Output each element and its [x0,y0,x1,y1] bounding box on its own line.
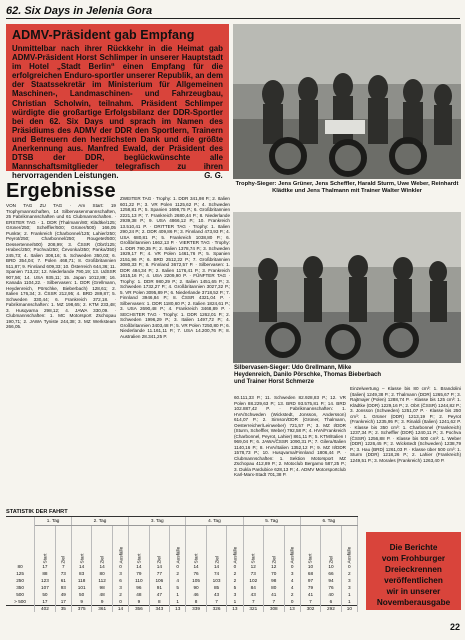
stat-sub-header-label: Ziel [60,555,66,564]
stat-cell: 101 [71,584,91,591]
stat-cell: 43 [243,591,263,598]
stat-total-row [6,605,358,612]
stat-sub-header [341,525,357,563]
stat-cell: 94 [321,577,341,584]
stat-cell: 7 [264,598,284,605]
results-column-3: 60.111,33 P.; 11. Schweden 82.928,83 P.; 12. VR Polen 88.229,63 P.; 13. BRD 93.575,81 P.; 14. BRD 102.887,42 P. · Fabrikmannschaften: 1. HVA/Schweden (Wickstedt, Jonsson, Andersson) 614,07 P.; 2. Simson/DDR (Grüner, Thalmann, Oesterreicher/Leinweber) 721,57 P.; 3. MZ I/DDR (Sturm, Scheffler, Weber) 792,58 P.; 4. HVA/Frankreich (Charbonnel, Peyrot, Lahier) 861,11 P.; 5. KTM/Italien I 969,04 P.; 6. JAWA/ČSSR 1090,31 P.; 7. Gilera/Italien 1140,16 P.; 8. HVA/Italien 1352,12 P.; 9. MZ II/DDR 1578,73 P.; 10. Husqvarna/Finnland 1806,44 P. · Clubmannschaften: 1. Sektion Motorsport MZ Zschopau 412,89 P.; 2. Motoclub Bergamo 587,25 P.; 3. Dukla Pardubice 628,13 P.; 4. ADMV Motorsportclub Karl-Marx-Stadt 701,38 P. [234,395,346,477]
frohburg-note [366,532,461,610]
stat-total-cell: 10 [341,605,357,612]
stat-sub-header-label: Ausfälle [175,546,181,564]
statistics-table [6,516,358,632]
stat-cell: 1 [170,591,186,598]
stat-cell: 0 [284,563,300,570]
stat-cell: 3 [112,570,128,577]
stat-cell: 79 [129,570,149,577]
stat-cell: 5 [227,584,243,591]
stat-cell: 77 [149,570,169,577]
stat-sub-header-label: Ausfälle [346,546,352,564]
stat-total-cell: 13 [227,605,243,612]
stat-cell: 97 [300,577,320,584]
stat-cell: 96 [129,584,149,591]
stat-cell: 43 [206,591,226,598]
stat-cell: 73 [55,570,71,577]
stat-row [6,570,358,577]
stat-total-cell: 361 [92,605,112,612]
stat-cell: 3 [227,591,243,598]
stat-cell: 14 [186,563,206,570]
stat-total-cell: 402 [35,605,55,612]
silver-vase-winners-photo [233,212,461,363]
reception-signature: G. G. [204,171,223,181]
stat-cell: 14 [129,563,149,570]
note-line: Dreieckrennen [385,565,442,574]
stat-cell: 91 [149,584,169,591]
stat-sub-header-label: Ziel [328,555,334,564]
results-heading: Ergebnisse [6,180,116,202]
stat-row [6,598,358,605]
stat-sub-header-label: Start [307,553,313,564]
stat-cell: 6 [321,598,341,605]
stat-sub-header-label: Start [79,553,85,564]
stat-cell: 14 [71,563,91,570]
stat-cell: 2 [170,570,186,577]
stat-class-label: > 500 [6,598,35,605]
stat-row [6,563,358,570]
stat-sub-header-label: Start [250,553,256,564]
stat-sub-header [284,525,300,563]
stat-cell: 7 [55,563,71,570]
stat-row [6,577,358,584]
trophy-winners-caption: Trophy-Sieger: Jens Grüner, Jens Scheffler, Harald Sturm, Uwe Weber, Reinhardt Klädtke und Jens Thalmann mit Trainer Walter Winkler [235,181,459,194]
stat-sub-header [149,525,169,563]
stat-cell: 2 [112,591,128,598]
stat-cell: 70 [264,570,284,577]
stat-cell: 14 [92,563,112,570]
stat-cell: 2 [284,591,300,598]
reception-body: Unmittelbar nach ihrer Rückkehr in die Heimat gab ADMV-Präsident Horst Schlimper in unserer Hauptstadt im Hotel „Stadt Berlin“ einen Empfang für die erfolgreichen Enduro-sportler unserer Republik, an dem der Staatssekretär im Ministerium für Allgemeinen Maschinen-, Landmaschinen- und Fahrzeugbau, Christian Scholwin, teilnahm. Präsident Schlimper würdigte die großartige Erfolgsbilanz der DDR-Sportler bei den 62. Six Days und sprach im Namen des Präsidiums des ADMV der DDR den Sportlern, Trainern und Betreuern den herzlichsten Dank und die größte Anerkennung aus. Manfred Ewald, der Präsident des DTSB der DDR, beglückwünschte alle Mannschaftsmitglieder telegrafisch zu ihren hervorragenden Leistungen. [12,44,223,181]
stat-total-cell: 35 [55,605,71,612]
stat-sub-header-label: Start [136,553,142,564]
stat-cell: 41 [264,591,284,598]
stat-cell: 17 [35,563,55,570]
stat-class-label: 250 [6,577,35,584]
stat-sub-header [129,525,149,563]
stat-cell: 0 [227,563,243,570]
stat-cell: 88 [35,570,55,577]
stat-cell: 66 [321,570,341,577]
stat-total-cell: 13 [170,605,186,612]
stat-sub-header [92,525,112,563]
stat-sub-header-label: Start [193,553,199,564]
stat-cell: 61 [55,577,71,584]
stat-cell: 1 [170,598,186,605]
stat-cell: 3 [341,584,357,591]
stat-sub-header [112,525,128,563]
stat-sub-header [71,525,91,563]
stat-sub-header-label: Ausfälle [289,546,295,564]
stat-sub-header [300,525,320,563]
reception-title: ADMV-Präsident gab Empfang [12,28,195,42]
stat-sub-header-label: Ziel [156,555,162,564]
stat-cell: 2 [227,577,243,584]
stat-cell: 90 [186,584,206,591]
stat-day-header: 5. Tag [243,517,300,525]
stat-class-label: 500 [6,591,35,598]
stat-cell: 107 [35,584,55,591]
stat-cell: 84 [243,584,263,591]
stat-cell: 50 [35,591,55,598]
stat-cell: 0 [284,598,300,605]
results-column-1: VON TAG ZU TAG · Am Start: 19 Trophymannschaften, 14 Silbervasenmannschaften, 25 Fabrikmannschaften und 61 Clubmannschaften. · ERSTER TAG · 1. DDR (Thalmann/80; Klädtke/125; Grüner/250; Scheffler/500; Grüner/500) 166,05 Punkte; 2. Frankreich (Charbonnel/125; Lahier/250; Peyrot/250; Charbonnel/250; Rougetet/500; Dessertenne/500) 208,99; 3. ČSSR (Obrt/125; Hrabec/250; Pochva/250; Čevonka/350; Panka/350) 245,73; 4. Italien 308,16; 5. Schweden 350,03; 6. BRD 354,04; 7. Polen 468,71; 8. Großbritannien 511,87; 9. Finnland 609,33; 10. Österreich 644,36; 11. Spanien 713,22; 12. Niederlande 790,19; 13. UdSSR 907,56; 14. USA 935,11; 15. Japan 1012,89; 16. Kanada 1104,22. · Silbervasen: 1. DDR (Grellmann, Heydenreich, Pörschke, Bieberbach) 128,61; 2. Italien 176,34; 3. ČSSR 212,95; 4. BRD 289,87; 5. Schweden 330,44; 6. Frankreich 372,18. · Fabrikmannschaften: 1. MZ 198,65; 2. KTM 233,48; 3. Husqvarna 298,12; 4. JAWA 330,09. · Clubmannschaften: 1. MC Motorsport Zschopau 190,71; 2. JAWA Tyniste 244,38; 3. MZ Werksteam 266,05. [6,203,116,329]
stat-cell: 48 [129,591,149,598]
stat-cell: 8 [149,598,169,605]
stat-cell: 118 [71,577,91,584]
stat-cell: 8 [186,598,206,605]
stat-cell: 3 [112,584,128,591]
page-header: 62. Six Days in Jelenia Gora [6,5,460,19]
stat-cell: 6 [112,577,128,584]
stat-cell: 0 [341,563,357,570]
stat-cell: 7 [300,598,320,605]
stat-class-header [6,525,35,563]
stat-cell: 74 [206,570,226,577]
stat-day-header: 3. Tag [129,517,186,525]
stat-sub-header [321,525,341,563]
stat-total-cell: 326 [206,605,226,612]
stat-cell: 80 [264,584,284,591]
stat-cell: 0 [112,563,128,570]
stat-sub-header [35,525,55,563]
stat-cell: 105 [186,577,206,584]
stat-cell: 3 [284,570,300,577]
stat-day-header: 1. Tag [35,517,72,525]
stat-day-header: 4. Tag [186,517,243,525]
note-line: Die Berichte [389,543,438,552]
stat-cell: 9 [92,598,112,605]
stat-cell: 79 [300,584,320,591]
stat-sub-header [227,525,243,563]
stat-cell: 103 [206,577,226,584]
stat-total-cell: 292 [321,605,341,612]
stat-corner [6,517,35,525]
stat-cell: 12 [264,563,284,570]
stat-cell: 49 [55,591,71,598]
note-line: Novemberausgabe [376,598,451,607]
stat-total-cell: 375 [71,605,91,612]
stat-sub-header-label: Ausfälle [118,546,123,564]
stat-cell: 0 [112,598,128,605]
stat-cell: 14 [149,563,169,570]
stat-cell: 1 [341,598,357,605]
stat-day-header: 2. Tag [71,517,128,525]
stat-cell: 1 [341,591,357,598]
stat-cell: 7 [206,598,226,605]
stat-cell: 83 [71,570,91,577]
statistics-grid [6,517,358,612]
stat-sub-header-label: Ziel [214,555,220,564]
stat-sub-header-label: Ziel [271,555,277,564]
note-line: wir in unserer [386,587,441,596]
stat-total-cell: 13 [284,605,300,612]
stat-total-label [6,605,35,612]
note-line: veröffentlichen [384,576,443,585]
stat-class-label: 80 [6,563,35,570]
stat-cell: 93 [55,584,71,591]
stat-cell: 1 [227,598,243,605]
stat-sub-header [264,525,284,563]
page-number: 22 [449,622,460,632]
stat-cell: 41 [300,591,320,598]
stat-total-cell: 14 [112,605,128,612]
stat-cell: 9 [71,598,91,605]
stat-cell: 110 [129,577,149,584]
stat-sub-header-label: Ziel [99,555,105,564]
stat-sub-header [170,525,186,563]
stat-row [6,584,358,591]
stat-cell: 17 [35,598,55,605]
stat-cell: 4 [284,577,300,584]
stat-cell: 85 [206,584,226,591]
stat-sub-header [243,525,263,563]
stat-cell: 106 [149,577,169,584]
stat-cell: 98 [264,577,284,584]
trophy-winners-photo [233,24,461,179]
stat-total-cell: 321 [243,605,263,612]
note-line: vom Frohburger [381,554,446,563]
stat-cell: 76 [321,584,341,591]
stat-cell: 80 [92,570,112,577]
silver-vase-caption: Silbervasen-Sieger: Udo Grellmann, Mike Heydenreich, Danilo Pörschke, Thomas Bieberbach und Trainer Horst Schmerze [234,365,382,386]
stat-cell: 4 [170,577,186,584]
stat-cell: 98 [92,584,112,591]
stat-cell: 7 [243,598,263,605]
stat-cell: 46 [186,591,206,598]
reception-article [6,24,229,181]
stat-cell: 4 [284,584,300,591]
stat-cell: 5 [170,584,186,591]
stat-cell: 12 [243,563,263,570]
stat-cell: 17 [55,598,71,605]
stat-cell: 3 [341,577,357,584]
stat-cell: 102 [243,577,263,584]
results-column-2: ZWEITER TAG · Trophy: 1. DDR 341,98 P.; 2. Italien 601,22 P.; 3. VR Polen 1125,62 P.; 4. Schweden 1258,81 P.; 5. Spanien 1698,75 P.; 6. Großbritannien 2221,13 P.; 7. Frankreich 2680,44 P.; 8. Niederlande 2939,38 P.; 9. USA 4866,12 P.; 10. Frankreich 13.510,41 P. · DRITTER TAG · Trophy: 1. Italien 290,24 P.; 2. DDR 409,86 P.; 3. Finnland 473,93 P.; 4. USA 680,81 P.; 5. Frankreich 1038,80 P.; 6. Großbritannien 1662,13 P. · VIERTER TAG · Trophy: 1. DDR 790,35 P.; 2. Italien 1378,74 P.; 3. Schweden 1929,17 P.; 4. VR Polen 1461,76 P.; 5. Spanien 2151,96 P.; 6. BRD 2512,22 P.; 7. Großbritannien 3080,33 P.; 8. Finnland 3672,57 P. · Silbervasen: 1. DDR 484,34 P.; 2. Italien 1176,41 P.; 3. Frankreich 1615,16 P.; 4. USA 2209,90 P. · FÜNFTER TAG · Trophy: 1. DDR 980,29 P.; 2. Italien 1451,65 P.; 3. Schweden 1732,27 P.; 4. Großbritannien 3027,32 P.; 5. VR Polen 3095,89 P.; 6. Niederlande 3718,52 P.; 7. Finnland 3946,84 P.; 8. ČSSR 4321,04 P. · Silbervasen: 1. DDR 1180,60 P.; 2. Italien 1824,61 P.; 3. USA 2690,48 P.; 4. Frankreich 3468,89 P. · SECHSTER TAG · Trophy: 1. DDR 1262,01 P.; 2. Schweden 1996,29 P.; 3. Italien 1497,72 P.; 4. Großbritannien 3403,48 P.; 5. VR Polen 7250,80 P.; 6. Niederlande 11.161,11 P.; 7. USA 14.200,76 P.; 8. Australien 28.341,25 P. [120,196,230,339]
stat-cell: 112 [92,577,112,584]
stat-cell: 123 [35,577,55,584]
stat-total-cell: 302 [300,605,320,612]
stat-row [6,591,358,598]
stat-sub-header [206,525,226,563]
stat-cell: 0 [170,563,186,570]
stat-cell: 2 [227,570,243,577]
stat-cell: 2 [341,570,357,577]
stat-cell: 10 [300,563,320,570]
stat-total-cell: 339 [186,605,206,612]
stat-total-cell: 308 [264,605,284,612]
stat-day-header: 6. Tag [300,517,357,525]
stat-cell: 47 [149,591,169,598]
stat-class-label: 350 [6,584,35,591]
stat-sub-header-label: Start [42,553,48,564]
stat-cell: 50 [71,591,91,598]
stat-class-label: 125 [6,570,35,577]
stat-total-cell: 356 [129,605,149,612]
stat-cell: 73 [243,570,263,577]
results-column-4: Einzelwertung – Klasse bis 80 cm³: 1. Brandolini (Italien) 1249,38 P.; 2. Thalmann (DDR) 1265,67 P.; 3. Rajtmajer (Polen) 1288,74 P. · Klasse bis 125 cm³: 1. Klädtke (DDR) 1229,16 P.; 2. Obrt (ČSSR) 1244,82 P.; 3. Jonsson (Schweden) 1251,07 P. · Klasse bis 250 cm³: 1. Grüner (DDR) 1213,19 P.; 2. Peyrot (Frankreich) 1235,95 P.; 3. Rinaldi (Italien) 1241,62 P. · Klasse bis 350 cm³: 1. Charbonnel (Frankreich) 1237,34 P.; 2. Scheffler (DDR) 1240,11 P.; 3. Pochva (ČSSR) 1256,88 P. · Klasse bis 500 cm³: 1. Weber (DDR) 1226,45 P.; 2. Wickstedt (Schweden) 1238,79 P.; 3. Hau (BRD) 1261,03 P. · Klasse über 500 cm³: 1. Sturm (DDR) 1218,26 P.; 2. Lahier (Frankreich) 1249,51 P.; 3. Morales (Frankreich) 1263,40 P. [350,386,461,463]
stat-cell: 14 [206,563,226,570]
stat-cell: 10 [321,563,341,570]
stat-cell: 9 [129,598,149,605]
statistics-title: STATISTIK DER FAHRT [6,509,68,515]
stat-total-cell: 343 [149,605,169,612]
stat-cell: 68 [300,570,320,577]
stat-sub-header [186,525,206,563]
stat-cell: 40 [321,591,341,598]
stat-cell: 76 [186,570,206,577]
stat-sub-header-label: Ausfälle [232,546,238,564]
stat-cell: 48 [92,591,112,598]
reception-text [12,44,223,180]
stat-sub-header [55,525,71,563]
